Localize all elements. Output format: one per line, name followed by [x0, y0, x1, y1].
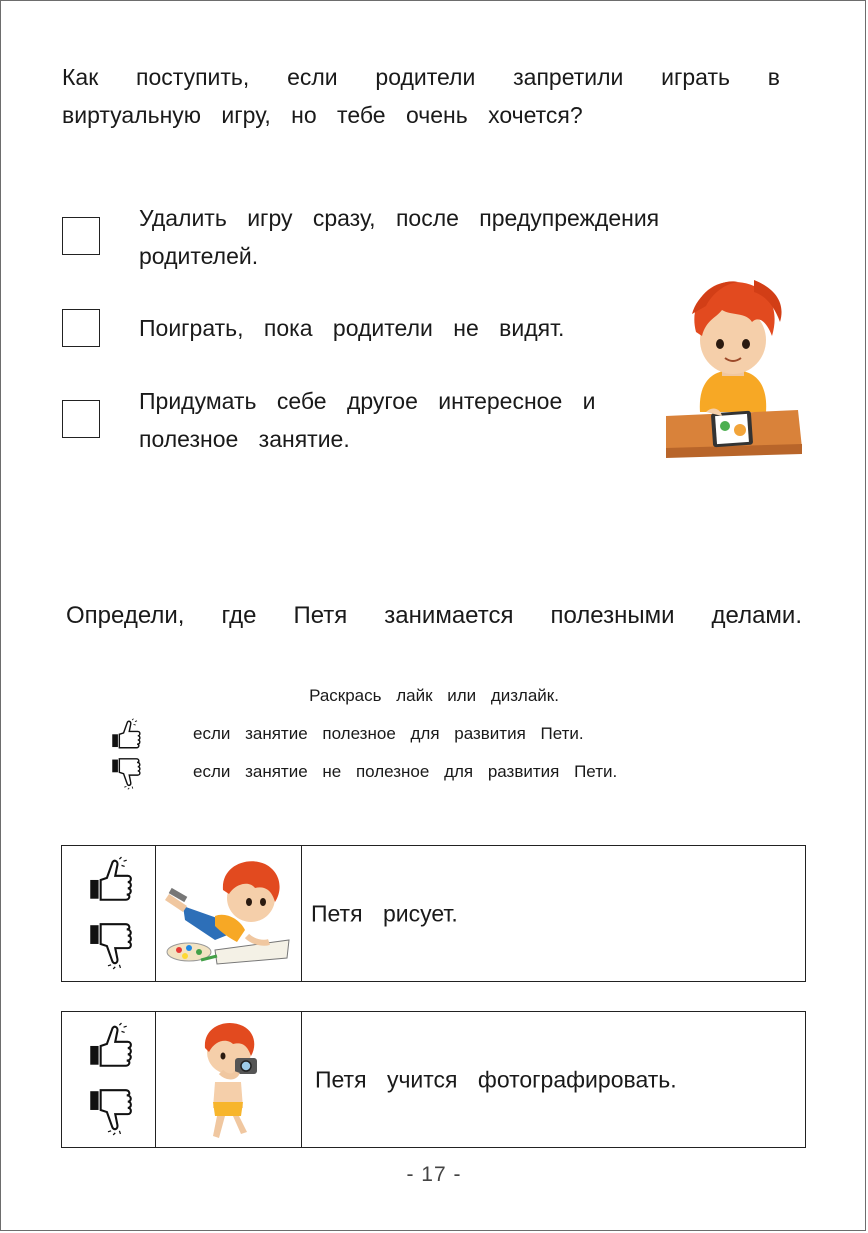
legend-like-text: если занятие полезное для развития Пети.: [193, 724, 584, 743]
rating-cell: [62, 1012, 156, 1147]
activity-text-cell: [301, 1012, 805, 1147]
thumbs-up-icon[interactable]: [84, 856, 134, 906]
legend-dislike-text: если занятие не полезное для развития Пети.: [193, 762, 618, 781]
option-checkbox[interactable]: [62, 217, 100, 255]
option-checkbox[interactable]: [62, 309, 100, 347]
thumbs-up-icon: [108, 718, 142, 752]
thumbs-up-icon[interactable]: [84, 1022, 134, 1072]
option-label: Поиграть, пока родители не видят.: [139, 315, 565, 341]
question-text: Как поступить, если родители запретили играть в виртуальную игру, но тебе очень хочется?: [62, 64, 780, 128]
task-instruction: Раскрась лайк или дизлайк.: [309, 686, 559, 705]
thumbs-down-icon[interactable]: [84, 1086, 134, 1136]
activity-text: Петя учится фотографировать.: [315, 1066, 677, 1092]
activity-row: [61, 845, 806, 982]
task-title: Определи, где Петя занимается полезными делами.: [66, 602, 802, 629]
boy-with-tablet-illustration: [662, 272, 804, 460]
picture-cell: [155, 1012, 302, 1147]
activity-text-cell: [301, 846, 805, 981]
option-label: Удалить игру сразу, после предупреждения родителей.: [139, 205, 660, 269]
page-number: - 17 -: [406, 1163, 462, 1186]
boy-drawing-illustration: [155, 846, 301, 980]
activity-row: [61, 1011, 806, 1148]
option-checkbox[interactable]: [62, 400, 100, 438]
option-label: Придумать себе другое интересное и полезное занятие.: [139, 388, 596, 452]
boy-photographing-illustration: [155, 1012, 301, 1146]
rating-cell: [62, 846, 156, 981]
thumbs-down-icon[interactable]: [84, 920, 134, 970]
thumbs-down-icon: [108, 756, 142, 790]
picture-cell: [155, 846, 302, 981]
activity-text: Петя рисует.: [311, 900, 458, 926]
